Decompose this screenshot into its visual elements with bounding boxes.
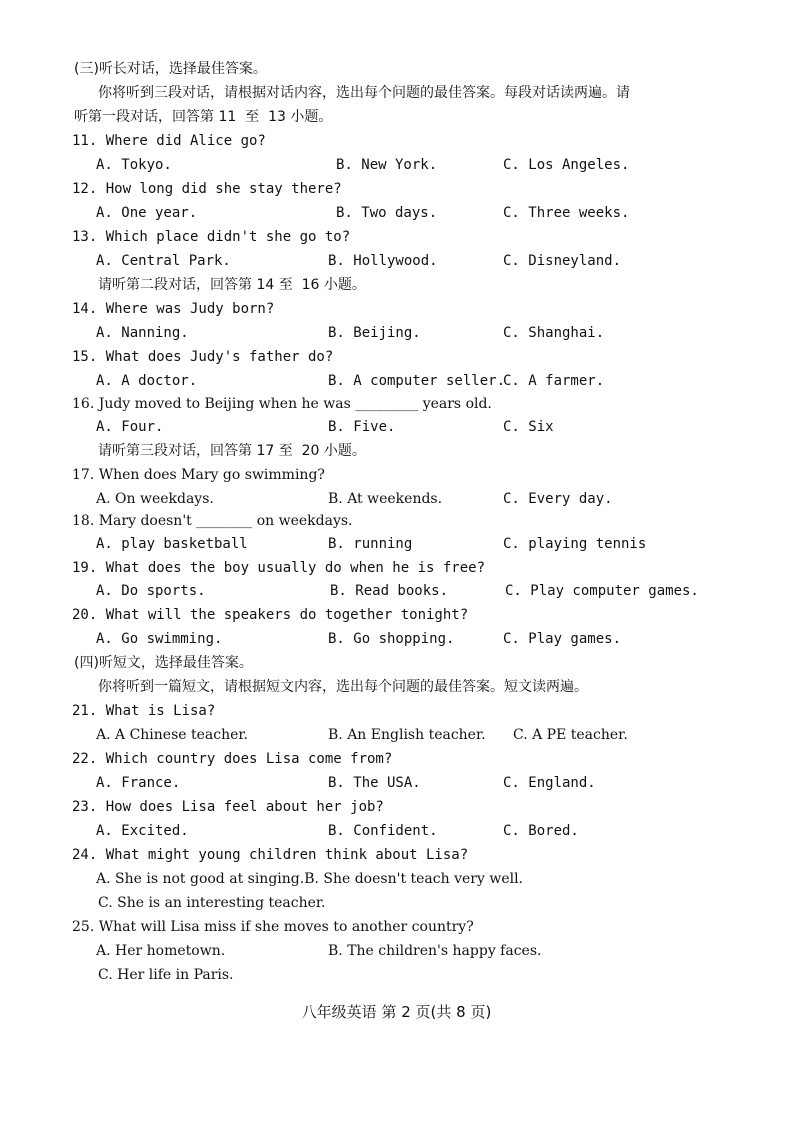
question-22-option-a: A. France. [96,775,181,791]
question-25-option-a: A. Her hometown. [96,943,226,959]
question-19-option-b: B. Read books. [330,583,449,599]
section3-intro-line2: 听第一段对话，回答第 11 至 13 小题。 [74,109,333,125]
question-11-option-b: B. New York. [336,157,438,173]
question-15-stem: 15. What does Judy's father do? [72,349,334,365]
question-23-option-a: A. Excited. [96,823,189,839]
question-19-option-a: A. Do sports. [96,583,206,599]
question-18-option-c: C. playing tennis [503,536,647,552]
question-21-option-c: C. A PE teacher. [513,727,628,743]
question-14-option-c: C. Shanghai. [503,325,605,341]
question-23-option-c: C. Bored. [503,823,579,839]
question-13-option-b: B. Hollywood. [328,253,438,269]
question-20-option-c: C. Play games. [503,631,622,647]
question-17-option-c: C. Every day. [503,491,613,507]
question-14-option-b: B. Beijing. [328,325,421,341]
question-21-option-b: B. An English teacher. [328,727,486,743]
question-25-option-b: B. The children's happy faces. [328,943,542,959]
question-19-option-c: C. Play computer games. [505,583,699,599]
question-13-option-a: A. Central Park. [96,253,231,269]
question-13-option-c: C. Disneyland. [503,253,622,269]
question-24-stem: 24. What might young children think about Lisa? [72,847,469,863]
question-12-option-c: C. Three weeks. [503,205,630,221]
question-22-option-b: B. The USA. [328,775,421,791]
question-15-option-b: B. A computer seller. [328,373,506,389]
section3-intro-line1: 你将听到三段对话，请根据对话内容，选出每个问题的最佳答案。每段对话读两遍。请 [98,85,630,101]
question-25-option-c: C. Her life in Paris. [98,967,234,983]
question-25-stem: 25. What will Lisa miss if she moves to another country? [72,919,474,935]
question-17-option-b: B. At weekends. [328,491,443,507]
question-16-stem: 16. Judy moved to Beijing when he was _________ years old. [72,396,492,412]
question-12-option-a: A. One year. [96,205,198,221]
question-15-option-c: C. A farmer. [503,373,605,389]
question-22-stem: 22. Which country does Lisa come from? [72,751,393,767]
section3-heading: (三)听长对话，选择最佳答案。 [74,61,267,77]
question-15-option-a: A. A doctor. [96,373,198,389]
section4-intro: 你将听到一篇短文，请根据短文内容，选出每个问题的最佳答案。短文读两遍。 [98,679,588,695]
question-24-options-ab: A. She is not good at singing.B. She doesn't teach very well. [96,871,524,887]
question-11-option-a: A. Tokyo. [96,157,172,173]
question-17-stem: 17. When does Mary go swimming? [72,467,325,483]
question-16-option-a: A. Four. [96,419,164,435]
question-20-option-a: A. Go swimming. [96,631,223,647]
question-24-option-c: C. She is an interesting teacher. [98,895,326,911]
question-18-option-b: B. running [328,536,413,552]
section4-heading: (四)听短文，选择最佳答案。 [74,655,253,671]
question-20-option-b: B. Go shopping. [328,631,455,647]
question-23-stem: 23. How does Lisa feel about her job? [72,799,384,815]
page-footer: 八年级英语 第 2 页(共 8 页) [301,1003,492,1021]
question-13-stem: 13. Which place didn't she go to? [72,229,351,245]
question-14-option-a: A. Nanning. [96,325,189,341]
question-21-stem: 21. What is Lisa? [72,703,216,719]
question-14-stem: 14. Where was Judy born? [72,301,275,317]
question-12-stem: 12. How long did she stay there? [72,181,342,197]
question-23-option-b: B. Confident. [328,823,438,839]
question-18-option-a: A. play basketball [96,536,248,552]
dialogue2-instruction: 请听第二段对话，回答第 14 至 16 小题。 [98,277,366,293]
question-16-option-c: C. Six [503,419,554,435]
question-16-option-b: B. Five. [328,419,396,435]
question-18-stem: 18. Mary doesn't ________ on weekdays. [72,513,353,529]
question-21-option-a: A. A Chinese teacher. [96,727,249,743]
question-12-option-b: B. Two days. [336,205,438,221]
question-20-stem: 20. What will the speakers do together tonight? [72,607,469,623]
question-17-option-a: A. On weekdays. [96,491,214,507]
question-19-stem: 19. What does the boy usually do when he is free? [72,560,486,576]
dialogue3-instruction: 请听第三段对话，回答第 17 至 20 小题。 [98,443,366,459]
question-22-option-c: C. England. [503,775,596,791]
question-11-option-c: C. Los Angeles. [503,157,630,173]
question-11-stem: 11. Where did Alice go? [72,133,266,149]
